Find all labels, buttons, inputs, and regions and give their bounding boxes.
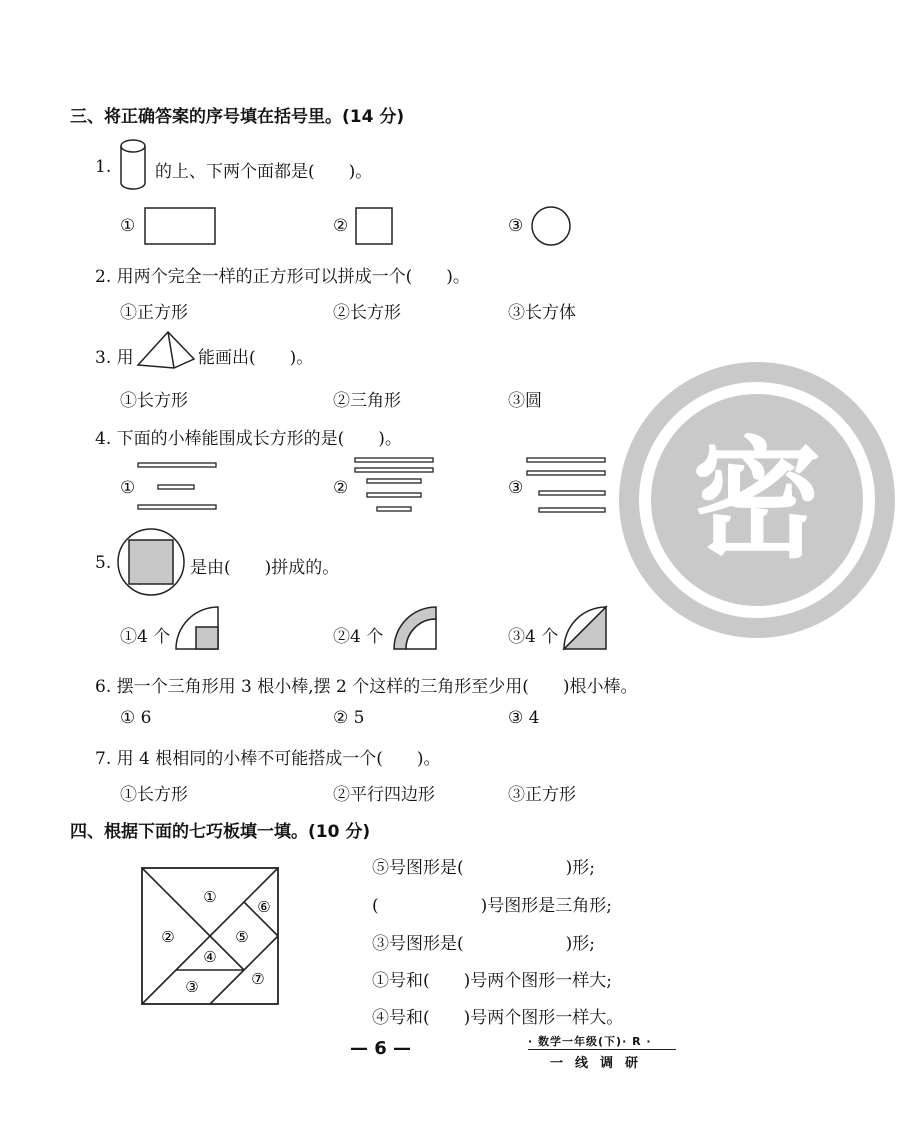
q6-stem: 6. 摆一个三角形用 3 根小棒,摆 2 个这样的三角形至少用( )根小棒。: [95, 677, 638, 697]
q7-option-3-mark: ③: [508, 785, 525, 805]
q4-option-3-sticks: [525, 455, 609, 517]
q7-option-1-text: 长方形: [137, 785, 188, 805]
q7-option-3-text: 正方形: [525, 785, 576, 805]
q3-option-1-text: 长方形: [137, 391, 188, 411]
q5-option-3-shape: [562, 605, 610, 653]
stamp-watermark: [612, 355, 902, 645]
tangram-label-4: ④: [203, 948, 217, 966]
tangram-label-3: ③: [185, 978, 199, 996]
q3-option-2-text: 三角形: [350, 391, 401, 411]
q3-number: 3. 用: [95, 348, 134, 368]
q7-option-2[interactable]: [333, 780, 435, 805]
section-4-title: 四、根据下面的七巧板填一填。(10 分): [70, 822, 371, 842]
q4-option-2-sticks: [353, 455, 437, 517]
page-number: — 6 —: [350, 1038, 412, 1059]
q4-option-1-sticks: [136, 460, 220, 516]
q2-stem: 2. 用两个完全一样的正方形可以拼成一个( )。: [95, 267, 470, 287]
s4-line-3: ③号图形是( )形;: [372, 934, 595, 954]
stamp-char: 密: [691, 424, 823, 576]
q7-option-2-mark: ②: [333, 785, 350, 805]
q7-stem: 7. 用 4 根相同的小棒不可能搭成一个( )。: [95, 749, 441, 769]
q5-number: 5.: [95, 553, 112, 573]
s4-line-2: ( )号图形是三角形;: [372, 896, 612, 916]
q2-option-2-mark: ②: [333, 303, 350, 323]
q5-stem-text: 是由( )拼成的。: [190, 558, 340, 578]
tangram-label-6: ⑥: [257, 898, 271, 916]
q5-option-3-mark: ③: [508, 627, 525, 647]
q7-option-3[interactable]: [508, 780, 576, 805]
q2-option-1-mark: ①: [120, 303, 137, 323]
brand-subject: · 数学一年级(下)· R ·: [528, 1035, 652, 1048]
q3-option-3-text: 圆: [525, 391, 542, 411]
tangram-label-7: ⑦: [251, 970, 265, 988]
q7-option-2-text: 平行四边形: [350, 785, 435, 805]
q3-option-3-mark: ③: [508, 391, 525, 411]
q2-option-3[interactable]: [508, 298, 576, 323]
q1-cylinder-figure: [116, 137, 150, 193]
q1-number: 1.: [95, 157, 112, 177]
q6-option-3[interactable]: [508, 708, 539, 728]
q4-option-3-mark[interactable]: ③: [508, 478, 524, 498]
section-3-title: 三、将正确答案的序号填在括号里。(14 分): [70, 107, 405, 127]
q3-pyramid-figure: [136, 329, 198, 371]
q4-stem: 4. 下面的小棒能围成长方形的是( )。: [95, 429, 402, 449]
q4-option-1-mark[interactable]: ①: [120, 478, 136, 498]
q5-option-1-text: 4 个: [137, 627, 171, 647]
q3-option-2[interactable]: [333, 386, 401, 411]
q2-option-2-text: 长方形: [350, 303, 401, 323]
q5-option-1[interactable]: [120, 622, 170, 647]
q5-option-3[interactable]: [508, 622, 558, 647]
q1-stem-text: 的上、下两个面都是( )。: [155, 162, 373, 182]
q5-option-1-mark: ①: [120, 627, 137, 647]
q2-option-1[interactable]: [120, 298, 188, 323]
q3-option-1-mark: ①: [120, 391, 137, 411]
q6-option-1-text: 6: [140, 708, 152, 728]
q4-option-2-mark[interactable]: ②: [333, 478, 349, 498]
s4-line-4: ①号和( )号两个图形一样大;: [372, 971, 612, 991]
q5-option-2-mark: ②: [333, 627, 350, 647]
q7-option-1-mark: ①: [120, 785, 137, 805]
q6-option-1[interactable]: [120, 708, 151, 728]
brand-name: 一线调研: [550, 1056, 651, 1071]
s4-line-1: ⑤号图形是( )形;: [372, 858, 595, 878]
q6-option-2-mark: ②: [333, 708, 349, 728]
q2-option-1-text: 正方形: [137, 303, 188, 323]
q2-option-3-text: 长方体: [525, 303, 576, 323]
q3-option-3[interactable]: [508, 386, 542, 411]
q6-option-3-mark: ③: [508, 708, 524, 728]
tangram-label-5: ⑤: [235, 928, 249, 946]
q1-option-1-rectangle: [143, 207, 217, 247]
q7-option-1[interactable]: [120, 780, 188, 805]
q1-option-3-mark[interactable]: ③: [508, 216, 524, 236]
brand-divider: [528, 1049, 676, 1050]
q1-option-2-square: [355, 207, 395, 247]
q6-option-2-text: 5: [353, 708, 365, 728]
q5-option-3-text: 4 个: [525, 627, 559, 647]
q3-option-2-mark: ②: [333, 391, 350, 411]
q2-option-2[interactable]: [333, 298, 401, 323]
q6-option-3-text: 4: [528, 708, 540, 728]
s4-line-5: ④号和( )号两个图形一样大。: [372, 1008, 624, 1028]
q6-option-2[interactable]: [333, 708, 364, 728]
q5-option-1-shape: [174, 605, 222, 653]
tangram-label-1: ①: [203, 888, 217, 906]
q5-option-2-text: 4 个: [350, 627, 384, 647]
q3-stem-text: 能画出( )。: [198, 348, 314, 368]
q5-option-2[interactable]: [333, 622, 383, 647]
q1-option-3-circle: [531, 206, 573, 248]
q6-option-1-mark: ①: [120, 708, 136, 728]
tangram-label-2: ②: [161, 928, 175, 946]
q1-option-2-mark[interactable]: ②: [333, 216, 349, 236]
q1-option-1-mark[interactable]: ①: [120, 216, 136, 236]
q2-option-3-mark: ③: [508, 303, 525, 323]
q5-circle-square-figure: [116, 527, 188, 599]
q5-option-2-shape: [392, 605, 440, 653]
q3-option-1[interactable]: [120, 386, 188, 411]
tangram-figure: [140, 866, 282, 1008]
